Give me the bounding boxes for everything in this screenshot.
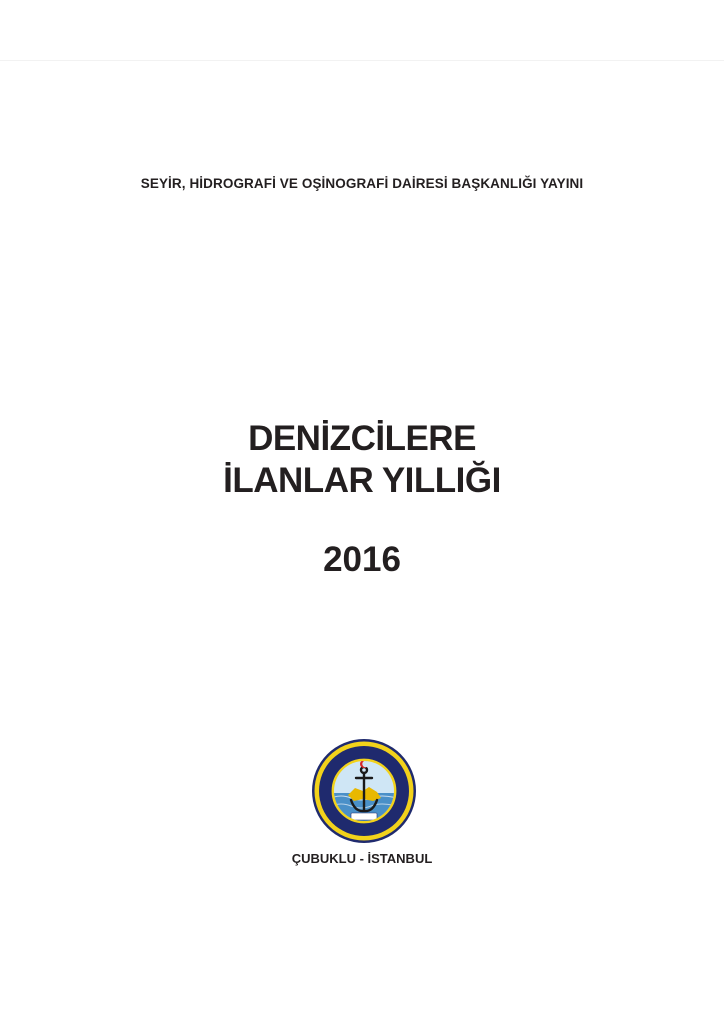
document-title (0, 418, 724, 502)
location-line: ÇUBUKLU - İSTANBUL (291, 851, 433, 866)
publisher-line: SEYİR, HİDROGRAFİ VE OŞİNOGRAFİ DAİRESİ BAŞKANLIĞI YAYINI (140, 176, 584, 191)
title-line-1: DENİZCİLERE (248, 419, 476, 458)
shod-logo (311, 738, 417, 844)
title-line-2: İLANLAR YILLIĞI (223, 461, 501, 500)
document-year: 2016 (323, 540, 401, 579)
anchor-emblem-icon (311, 738, 417, 844)
top-rule (0, 60, 724, 61)
